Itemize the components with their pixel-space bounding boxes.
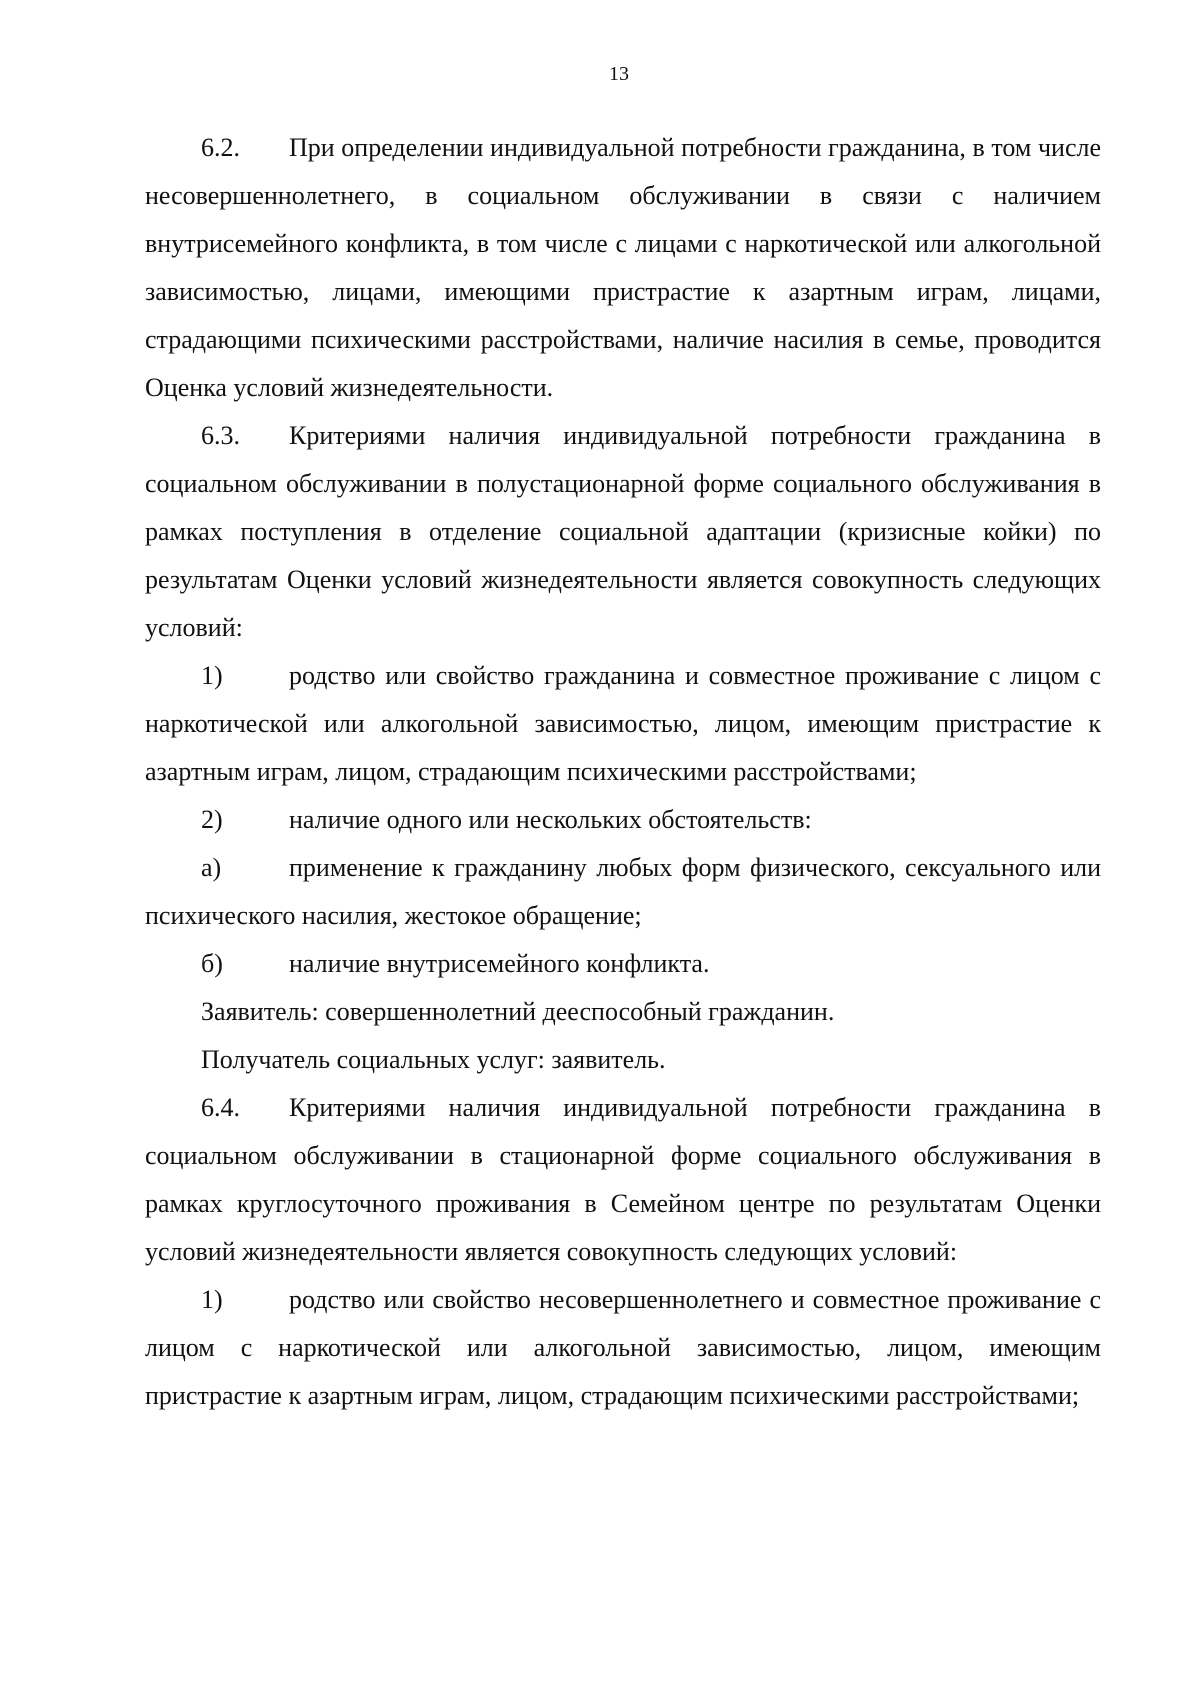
paragraph-text: Критериями наличия индивидуальной потребности гражданина в социальном обслуживании в полустационарной форме социального обслуживания в рамках поступления в отделение социальной адаптации (кризисные койки) по результатам Оценки условий жизнедеятельности является совокупность следующих условий: (145, 421, 1101, 642)
paragraph-number: 6.2. (201, 133, 240, 162)
paragraph-6-3 (145, 412, 1101, 652)
applicant-line: Заявитель: совершеннолетний дееспособный гражданин. (201, 997, 835, 1026)
recipient-line: Получатель социальных услуг: заявитель. (201, 1045, 666, 1074)
sub-item-letter: а) (201, 853, 222, 882)
list-item-2 (145, 796, 1101, 844)
page-number: 13 (609, 63, 629, 85)
list-item-text: родство или свойство несовершеннолетнего и совместное проживание с лицом с наркотической или алкогольной зависимостью, лицом, имеющим пристрастие к азартным играм, лицом, страдающим психическими расстройствами; (145, 1285, 1101, 1410)
sub-item-a (145, 844, 1101, 940)
list-item-1-b (145, 1276, 1101, 1420)
paragraph-text: При определении индивидуальной потребности гражданина, в том числе несовершеннолетнего, в социальном обслуживании в связи с наличием внутрисемейного конфликта, в том числе с лицами с наркотической или алкогольной зависимостью, лицами, имеющими пристрастие к азартным играм, лицами, страдающими психическими расстройствами, наличие насилия в семье, проводится Оценка условий жизнедеятельности. (145, 133, 1101, 402)
list-item-1 (145, 652, 1101, 796)
list-item-text: родство или свойство гражданина и совместное проживание с лицом с наркотической или алкогольной зависимостью, лицом, имеющим пристрастие к азартным играм, лицом, страдающим психическими расстройствами; (145, 661, 1101, 786)
list-item-number: 1) (201, 1285, 223, 1314)
paragraph-6-2 (145, 124, 1101, 412)
sub-item-letter: б) (201, 949, 223, 978)
sub-item-b (145, 940, 1101, 988)
sub-item-text: применение к гражданину любых форм физического, сексуального или психического насилия, жестокое обращение; (145, 853, 1101, 930)
sub-item-text: наличие внутрисемейного конфликта. (289, 949, 710, 978)
document-body (145, 124, 1101, 1420)
paragraph-number: 6.4. (201, 1093, 240, 1122)
list-item-number: 1) (201, 661, 223, 690)
paragraph-6-4 (145, 1084, 1101, 1276)
paragraph-number: 6.3. (201, 421, 240, 450)
list-item-text: наличие одного или нескольких обстоятельств: (289, 805, 812, 834)
paragraph-text: Критериями наличия индивидуальной потребности гражданина в социальном обслуживании в стационарной форме социального обслуживания в рамках круглосуточного проживания в Семейном центре по результатам Оценки условий жизнедеятельности является совокупность следующих условий: (145, 1093, 1101, 1266)
list-item-number: 2) (201, 805, 223, 834)
